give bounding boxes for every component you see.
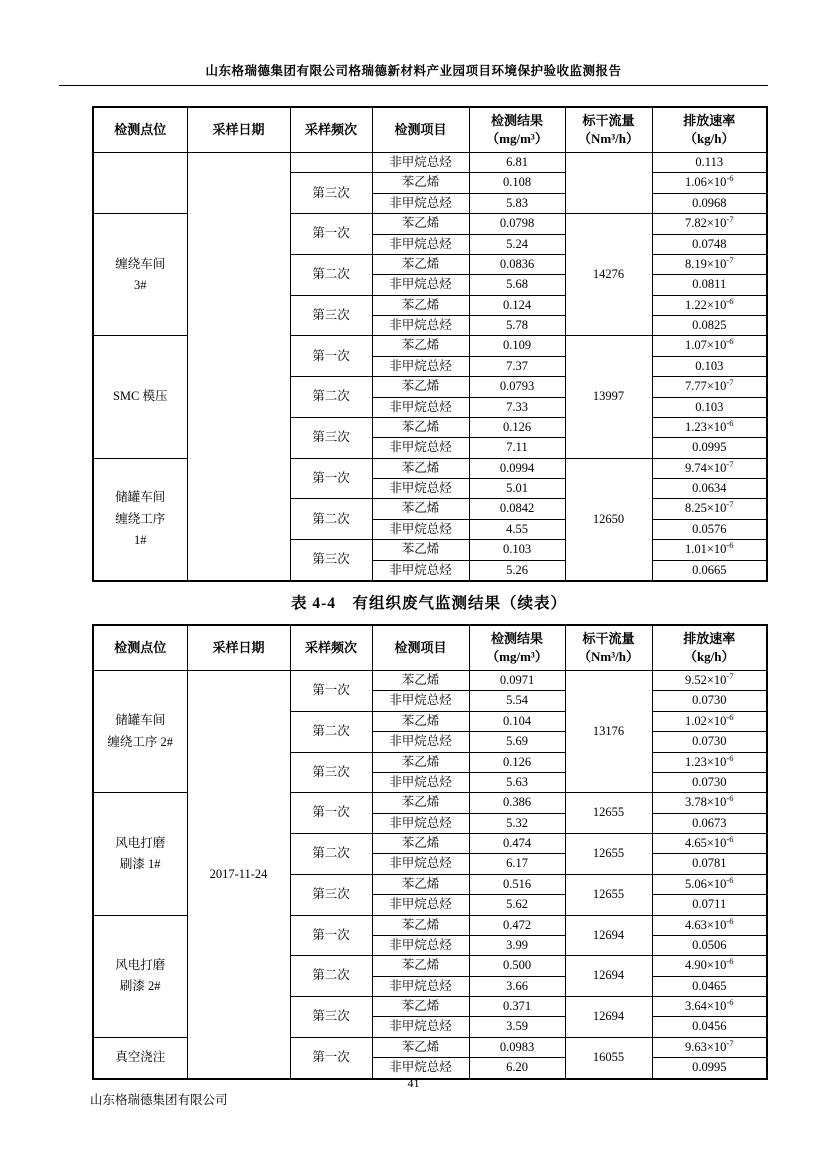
rate-cell: $1.07\times 10^{-6}$ xyxy=(652,336,767,356)
col-header-rate: 排放速率 （kg/h） xyxy=(652,107,767,153)
item-cell: 非甲烷总烃 xyxy=(372,234,469,254)
result-cell: 0.124 xyxy=(469,295,565,315)
rate-cell: $3.64\times 10^{-6}$ xyxy=(652,997,767,1017)
item-cell: 非甲烷总烃 xyxy=(372,813,469,833)
item-cell: 苯乙烯 xyxy=(372,834,469,854)
flow-cell xyxy=(565,153,652,214)
item-cell: 苯乙烯 xyxy=(372,793,469,813)
item-cell: 非甲烷总烃 xyxy=(372,519,469,539)
result-cell: 0.108 xyxy=(469,173,565,193)
result-cell: 6.20 xyxy=(469,1058,565,1079)
point-cell: 风电打磨 刷漆 2# xyxy=(93,915,187,1037)
col-header-item: 检测项目 xyxy=(372,625,469,671)
item-cell: 苯乙烯 xyxy=(372,1037,469,1057)
flow-cell: 16055 xyxy=(565,1037,652,1078)
result-cell: 0.516 xyxy=(469,874,565,894)
flow-cell: 12655 xyxy=(565,874,652,915)
col-header-rate: 排放速率 （kg/h） xyxy=(652,625,767,671)
item-cell: 非甲烷总烃 xyxy=(372,479,469,499)
result-cell: 6.81 xyxy=(469,153,565,173)
col-header-frequency: 采样频次 xyxy=(290,625,372,671)
rate-cell: $1.22\times 10^{-6}$ xyxy=(652,295,767,315)
flow-cell: 12694 xyxy=(565,956,652,997)
item-cell: 非甲烷总烃 xyxy=(372,1058,469,1079)
col-header-result: 检测结果 （mg/m³） xyxy=(469,107,565,153)
flow-cell: 14276 xyxy=(565,214,652,336)
rate-cell: $1.01\times 10^{-6}$ xyxy=(652,540,767,560)
rate-cell: 0.0781 xyxy=(652,854,767,874)
result-cell: 6.17 xyxy=(469,854,565,874)
frequency-cell: 第二次 xyxy=(290,499,372,540)
rate-cell: 0.0673 xyxy=(652,813,767,833)
result-cell: 0.474 xyxy=(469,834,565,854)
result-cell: 7.11 xyxy=(469,438,565,458)
rate-cell: $4.90\times 10^{-6}$ xyxy=(652,956,767,976)
frequency-cell: 第二次 xyxy=(290,711,372,752)
frequency-cell: 第三次 xyxy=(290,752,372,793)
frequency-cell: 第二次 xyxy=(290,377,372,418)
item-cell: 非甲烷总烃 xyxy=(372,275,469,295)
rate-cell: 0.0634 xyxy=(652,479,767,499)
item-cell: 苯乙烯 xyxy=(372,711,469,731)
result-cell: 5.24 xyxy=(469,234,565,254)
result-cell: 0.386 xyxy=(469,793,565,813)
col-header-result: 检测结果 （mg/m³） xyxy=(469,625,565,671)
frequency-cell: 第三次 xyxy=(290,295,372,336)
result-cell: 0.0994 xyxy=(469,458,565,478)
result-cell: 0.0842 xyxy=(469,499,565,519)
result-cell: 5.54 xyxy=(469,691,565,711)
result-cell: 0.0793 xyxy=(469,377,565,397)
item-cell: 苯乙烯 xyxy=(372,915,469,935)
rate-cell: 0.0748 xyxy=(652,234,767,254)
flow-cell: 12694 xyxy=(565,997,652,1038)
result-cell: 5.63 xyxy=(469,772,565,792)
frequency-cell: 第一次 xyxy=(290,671,372,712)
rate-cell: 0.0995 xyxy=(652,438,767,458)
result-cell: 0.472 xyxy=(469,915,565,935)
rate-cell: 0.0811 xyxy=(652,275,767,295)
flow-cell: 12694 xyxy=(565,915,652,956)
result-cell: 5.32 xyxy=(469,813,565,833)
point-cell xyxy=(93,153,187,214)
result-cell: 5.83 xyxy=(469,193,565,213)
result-cell: 5.69 xyxy=(469,732,565,752)
monitoring-table-1 xyxy=(92,106,768,582)
frequency-cell: 第三次 xyxy=(290,997,372,1038)
frequency-cell: 第二次 xyxy=(290,254,372,295)
frequency-cell: 第二次 xyxy=(290,956,372,997)
rate-cell: 0.0968 xyxy=(652,193,767,213)
frequency-cell: 第一次 xyxy=(290,336,372,377)
item-cell: 非甲烷总烃 xyxy=(372,1017,469,1037)
flow-cell: 12655 xyxy=(565,834,652,875)
col-header-date: 采样日期 xyxy=(187,625,290,671)
result-cell: 0.104 xyxy=(469,711,565,731)
result-cell: 0.126 xyxy=(469,417,565,437)
result-cell: 3.66 xyxy=(469,976,565,996)
point-cell: 真空浇注 xyxy=(93,1037,187,1078)
table-body xyxy=(93,671,767,1079)
point-cell: SMC 模压 xyxy=(93,336,187,458)
result-cell: 5.01 xyxy=(469,479,565,499)
rate-cell: $5.06\times 10^{-6}$ xyxy=(652,874,767,894)
result-cell: 5.78 xyxy=(469,316,565,336)
header-divider xyxy=(59,85,768,86)
table-caption: 表 4-4 有组织废气监测结果（续表） xyxy=(290,595,568,612)
result-cell: 5.68 xyxy=(469,275,565,295)
rate-cell: 0.0456 xyxy=(652,1017,767,1037)
item-cell: 苯乙烯 xyxy=(372,997,469,1017)
rate-cell: $3.78\times 10^{-6}$ xyxy=(652,793,767,813)
result-cell: 0.103 xyxy=(469,540,565,560)
item-cell: 苯乙烯 xyxy=(372,671,469,691)
rate-cell: 0.0730 xyxy=(652,691,767,711)
table-row xyxy=(93,153,767,173)
result-cell: 3.59 xyxy=(469,1017,565,1037)
rate-cell: 0.0465 xyxy=(652,976,767,996)
rate-cell: $7.77\times 10^{-7}$ xyxy=(652,377,767,397)
rate-cell: $8.25\times 10^{-7}$ xyxy=(652,499,767,519)
frequency-cell: 第三次 xyxy=(290,540,372,581)
item-cell: 非甲烷总烃 xyxy=(372,438,469,458)
result-cell: 5.62 xyxy=(469,895,565,915)
rate-cell: $8.19\times 10^{-7}$ xyxy=(652,254,767,274)
item-cell: 苯乙烯 xyxy=(372,173,469,193)
item-cell: 苯乙烯 xyxy=(372,540,469,560)
item-cell: 苯乙烯 xyxy=(372,377,469,397)
col-header-date: 采样日期 xyxy=(187,107,290,153)
flow-cell: 13176 xyxy=(565,671,652,793)
item-cell: 苯乙烯 xyxy=(372,336,469,356)
result-cell: 4.55 xyxy=(469,519,565,539)
date-cell: 2017-11-24 xyxy=(187,671,290,1079)
item-cell: 非甲烷总烃 xyxy=(372,193,469,213)
rate-cell: $1.02\times 10^{-6}$ xyxy=(652,711,767,731)
item-cell: 非甲烷总烃 xyxy=(372,935,469,955)
item-cell: 苯乙烯 xyxy=(372,295,469,315)
rate-cell: 0.0825 xyxy=(652,316,767,336)
rate-cell: $9.52\times 10^{-7}$ xyxy=(652,671,767,691)
item-cell: 苯乙烯 xyxy=(372,214,469,234)
item-cell: 非甲烷总烃 xyxy=(372,153,469,173)
result-cell: 3.99 xyxy=(469,935,565,955)
item-cell: 苯乙烯 xyxy=(372,499,469,519)
item-cell: 非甲烷总烃 xyxy=(372,976,469,996)
monitoring-table-2 xyxy=(92,624,768,1080)
item-cell: 苯乙烯 xyxy=(372,956,469,976)
item-cell: 非甲烷总烃 xyxy=(372,316,469,336)
flow-cell: 12655 xyxy=(565,793,652,834)
col-header-item: 检测项目 xyxy=(372,107,469,153)
item-cell: 苯乙烯 xyxy=(372,458,469,478)
frequency-cell: 第三次 xyxy=(290,417,372,458)
item-cell: 非甲烷总烃 xyxy=(372,397,469,417)
report-header-title: 山东格瑞德集团有限公司格瑞德新材料产业园项目环境保护验收监测报告 xyxy=(205,64,622,78)
rate-cell: $4.63\times 10^{-6}$ xyxy=(652,915,767,935)
point-cell: 风电打磨 刷漆 1# xyxy=(93,793,187,915)
col-header-frequency: 采样频次 xyxy=(290,107,372,153)
rate-cell: $4.65\times 10^{-6}$ xyxy=(652,834,767,854)
flow-cell: 13997 xyxy=(565,336,652,458)
item-cell: 苯乙烯 xyxy=(372,874,469,894)
table-body xyxy=(93,153,767,581)
footer-company: 山东格瑞德集团有限公司 xyxy=(90,1093,228,1107)
rate-cell: 0.113 xyxy=(652,153,767,173)
item-cell: 非甲烷总烃 xyxy=(372,560,469,581)
rate-cell: $9.74\times 10^{-7}$ xyxy=(652,458,767,478)
col-header-flow: 标干流量 （Nm³/h） xyxy=(565,107,652,153)
result-cell: 0.371 xyxy=(469,997,565,1017)
item-cell: 苯乙烯 xyxy=(372,417,469,437)
rate-cell: $1.23\times 10^{-6}$ xyxy=(652,417,767,437)
frequency-cell xyxy=(290,153,372,173)
result-cell: 5.26 xyxy=(469,560,565,581)
rate-cell: 0.0665 xyxy=(652,560,767,581)
frequency-cell: 第一次 xyxy=(290,793,372,834)
result-cell: 0.500 xyxy=(469,956,565,976)
date-cell xyxy=(187,153,290,581)
rate-cell: $9.63\times 10^{-7}$ xyxy=(652,1037,767,1057)
item-cell: 非甲烷总烃 xyxy=(372,732,469,752)
rate-cell: 0.0730 xyxy=(652,732,767,752)
flow-cell: 12650 xyxy=(565,458,652,581)
frequency-cell: 第一次 xyxy=(290,915,372,956)
frequency-cell: 第三次 xyxy=(290,874,372,915)
result-cell: 0.0836 xyxy=(469,254,565,274)
point-cell: 储罐车间 缠绕工序 1# xyxy=(93,458,187,581)
rate-cell: $1.23\times 10^{-6}$ xyxy=(652,752,767,772)
frequency-cell: 第三次 xyxy=(290,173,372,214)
rate-cell: 0.0506 xyxy=(652,935,767,955)
rate-cell: 0.103 xyxy=(652,397,767,417)
col-header-point: 检测点位 xyxy=(93,107,187,153)
frequency-cell: 第一次 xyxy=(290,214,372,255)
header-row xyxy=(93,107,767,153)
item-cell: 非甲烷总烃 xyxy=(372,854,469,874)
result-cell: 0.0983 xyxy=(469,1037,565,1057)
table-row xyxy=(93,671,767,691)
item-cell: 非甲烷总烃 xyxy=(372,356,469,376)
item-cell: 非甲烷总烃 xyxy=(372,895,469,915)
frequency-cell: 第一次 xyxy=(290,1037,372,1078)
rate-cell: 0.0711 xyxy=(652,895,767,915)
result-cell: 7.37 xyxy=(469,356,565,376)
header-row xyxy=(93,625,767,671)
rate-cell: $7.82\times 10^{-7}$ xyxy=(652,214,767,234)
rate-cell: 0.0995 xyxy=(652,1058,767,1079)
col-header-flow: 标干流量 （Nm³/h） xyxy=(565,625,652,671)
item-cell: 苯乙烯 xyxy=(372,752,469,772)
rate-cell: 0.0576 xyxy=(652,519,767,539)
col-header-point: 检测点位 xyxy=(93,625,187,671)
frequency-cell: 第一次 xyxy=(290,458,372,499)
rate-cell: $1.06\times 10^{-6}$ xyxy=(652,173,767,193)
item-cell: 非甲烷总烃 xyxy=(372,772,469,792)
item-cell: 苯乙烯 xyxy=(372,254,469,274)
point-cell: 缠绕车间 3# xyxy=(93,214,187,336)
item-cell: 非甲烷总烃 xyxy=(372,691,469,711)
rate-cell: 0.0730 xyxy=(652,772,767,792)
point-cell: 储罐车间 缠绕工序 2# xyxy=(93,671,187,793)
page-number: 41 xyxy=(407,1076,420,1090)
result-cell: 0.109 xyxy=(469,336,565,356)
frequency-cell: 第二次 xyxy=(290,834,372,875)
result-cell: 0.126 xyxy=(469,752,565,772)
result-cell: 7.33 xyxy=(469,397,565,417)
rate-cell: 0.103 xyxy=(652,356,767,376)
result-cell: 0.0971 xyxy=(469,671,565,691)
result-cell: 0.0798 xyxy=(469,214,565,234)
